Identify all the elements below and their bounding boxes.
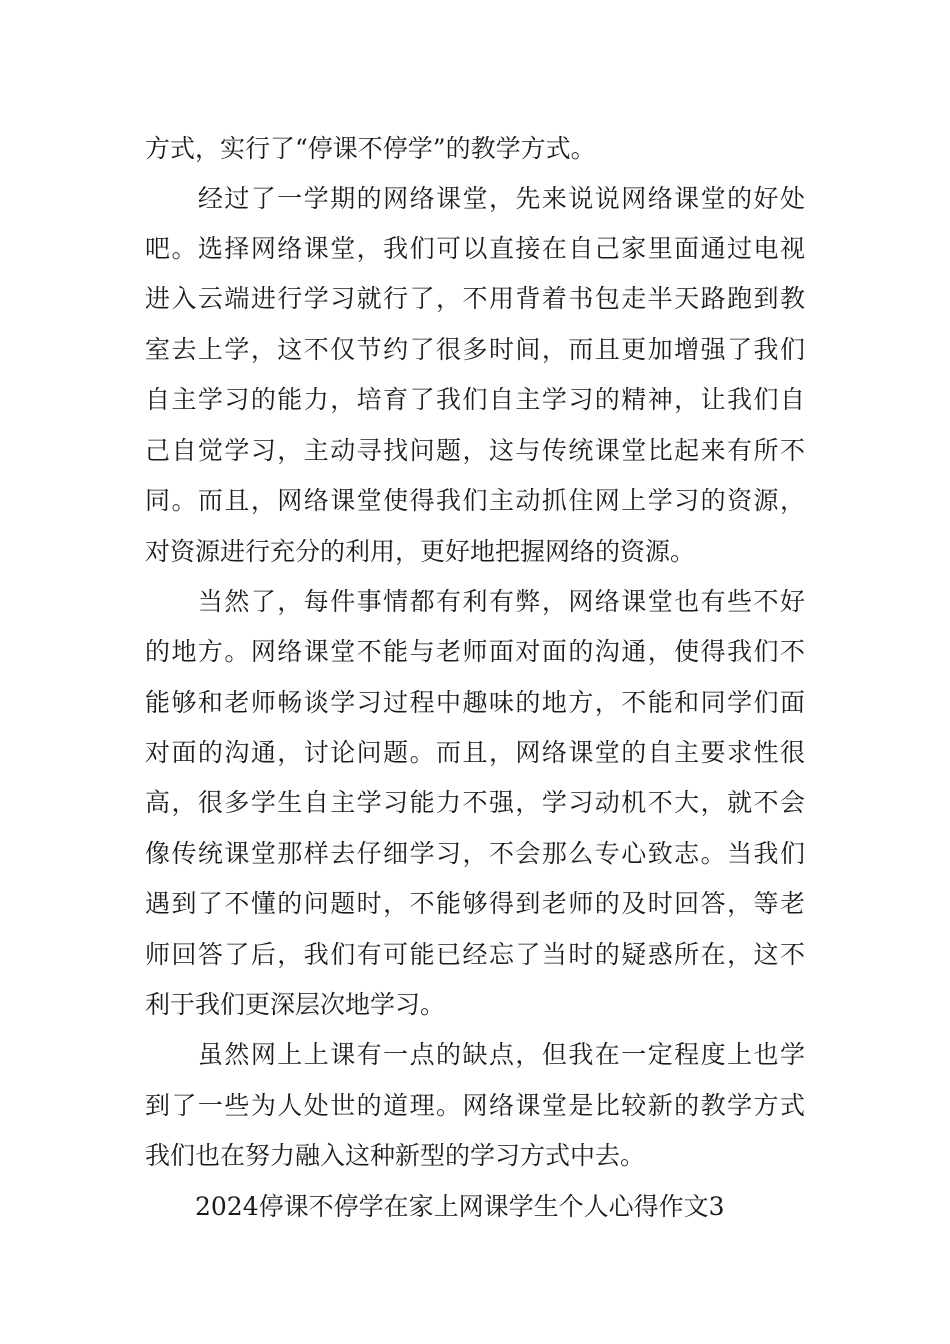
text-line: 能够和老师畅谈学习过程中趣味的地方，不能和同学们面	[145, 688, 805, 717]
text-line: 同。而且，网络课堂使得我们主动抓住网上学习的资源，	[145, 486, 805, 515]
text-line: 的地方。网络课堂不能与老师面对面的沟通，使得我们不	[145, 637, 805, 666]
text-line: 师回答了后，我们有可能已经忘了当时的疑惑所在，这不	[145, 940, 805, 969]
text-line: 我们也在努力融入这种新型的学习方式中去。	[145, 1141, 646, 1170]
text-line: 对面的沟通，讨论问题。而且，网络课堂的自主要求性很	[145, 738, 805, 767]
text-line: 吧。选择网络课堂，我们可以直接在自己家里面通过电视	[145, 234, 805, 263]
section-heading: 2024停课不停学在家上网课学生个人心得作文3	[145, 1192, 725, 1221]
text-line: 室去上学，这不仅节约了很多时间，而且更加增强了我们	[145, 335, 805, 364]
text-line: 像传统课堂那样去仔细学习，不会那么专心致志。当我们	[145, 839, 805, 868]
text-line: 自主学习的能力，培育了我们自主学习的精神，让我们自	[145, 385, 805, 414]
text-line: 虽然网上上课有一点的缺点，但我在一定程度上也学	[145, 1040, 805, 1069]
text-line: 经过了一学期的网络课堂，先来说说网络课堂的好处	[145, 184, 805, 213]
text-line: 遇到了不懂的问题时，不能够得到老师的及时回答，等老	[145, 889, 805, 918]
text-line: 己自觉学习，主动寻找问题，这与传统课堂比起来有所不	[145, 436, 805, 465]
text-line: 方式，实行了“停课不停学”的教学方式。	[145, 134, 596, 163]
text-line: 利于我们更深层次地学习。	[145, 990, 446, 1019]
text-line: 高，很多学生自主学习能力不强，学习动机不大，就不会	[145, 788, 805, 817]
text-line: 对资源进行充分的利用，更好地把握网络的资源。	[145, 537, 696, 566]
text-line: 进入云端进行学习就行了，不用背着书包走半天路跑到教	[145, 284, 805, 313]
text-line: 当然了，每件事情都有利有弊，网络课堂也有些不好	[145, 587, 805, 616]
text-line: 到了一些为人处世的道理。网络课堂是比较新的教学方式	[145, 1091, 805, 1120]
